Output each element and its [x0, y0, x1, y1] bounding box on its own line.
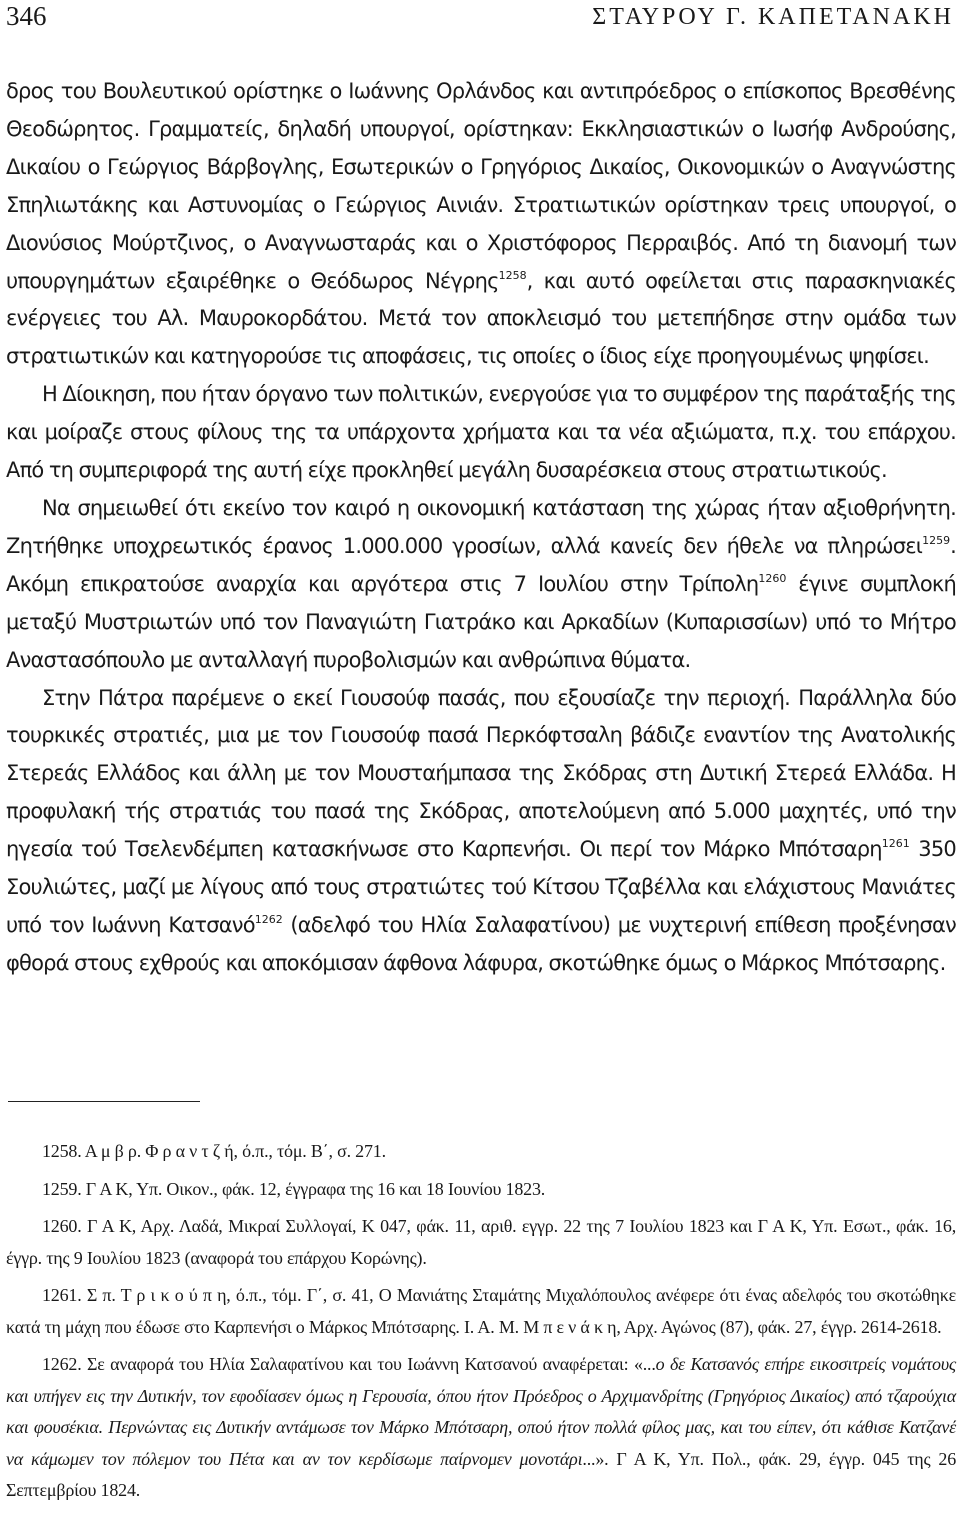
main-text: [6, 73, 956, 983]
footnote-1262: [6, 1349, 956, 1507]
footnote-1259: 1259. Γ Α Κ, Υπ. Οικον., φάκ. 12, έγγραφα της 16 και 18 Ιουνίου 1823.: [42, 1178, 546, 1199]
paragraph-1-tail: , και αυτό οφείλεται στις παρασκηνιακές ενέργειες του Αλ. Μαυροκορδάτου. Μετά τον αποκλεισμό του μετεπήδησε στην ομάδα των στρατιωτικών και κατηγορούσε τις αποφάσεις, τις οποίες ο ίδιος είχε προηγουμένως ψηφίσει.: [6, 268, 956, 369]
footnote-ref-1262: 1262: [254, 912, 283, 926]
footnote-ref-1260: 1260: [758, 571, 787, 585]
page-number: 346: [6, 1, 47, 31]
footnote-divider: [8, 1101, 200, 1102]
footnote-ref-1258: 1258: [498, 268, 527, 282]
paragraph-3: [6, 490, 956, 680]
page-header: [6, 0, 954, 40]
footnote-1258: 1258. Α μ β ρ. Φ ρ α ν τ ζ ή, ό.π., τόμ. Β΄, σ. 271.: [42, 1141, 386, 1161]
footnote-1262-lead: 1262. Σε αναφορά του Ηλία Σαλαφατίνου και του Ιωάννη Κατσανού αναφέρεται: «...: [42, 1354, 656, 1374]
footnote-ref-1261: 1261: [881, 837, 910, 851]
footnotes: [6, 1136, 956, 1513]
paragraph-3-text-a: Να σημειωθεί ότι εκείνο τον καιρό η οικονομική κατάσταση της χώρας ήταν αξιοθρήνητη. Ζητήθηκε υποχρεωτικός έρανος 1.000.000 γροσίων, αλλά κανείς δεν ήθελε να πληρώσει: [6, 495, 956, 558]
footnote-1262-quote: ο δε Κατσανός επήρε εικοσιτρείς νομάτους και υπήγεν εις την Δυτικήν, τον εφοδίασεν όμως η Γερουσία, όπου ήτον Πρόεδρος ο Αρχιμανδρίτης (Γρηγόριος Δικαίος) από τζαρούχια και φουσέκια. Περνώντας εις Δυτικήν αντάμωσε τον Μάρκο Μπότσαρη, οπού ήτον πολλά φίλος μας, και του είπεν, ότι κάθισε Κατζανέ να κάμωμεν τον πόλεμον του Πέτα και αν τον κερδίσωμε παίρνομεν μονοτάρι: [6, 1354, 956, 1469]
footnote-1262-tail: ...». Γ Α Κ, Υπ. Πολ., φάκ. 29, έγγρ. 045 της 26 Σεπτεμβρίου 1824.: [6, 1448, 956, 1500]
footnote-1261: 1261. Σ π. Τ ρ ι κ ο ύ π η, ό.π., τόμ. Γ΄, σ. 41, Ο Μανιάτης Σταμάτης Μιχαλόπουλος ανέφερε ότι ένας αδελφός του σκοτώθηκε κατά τη μάχη που έδωσε στο Καρπενήσι ο Μάρκος Μπότσαρης. Ι. Α. Μ. Μ π ε ν ά κ η, Αρχ. Αγώνος (87), φάκ. 27, έγγρ. 2614-2618.: [6, 1285, 956, 1337]
footnote-ref-1259: 1259: [922, 533, 951, 547]
paragraph-2: Η Δίοικηση, που ήταν όργανο των πολιτικών, ενεργούσε για το συμφέρον της παράταξής της και μοίραζε στους φίλους της τα υπάρχοντα χρήματα και τα νέα αξιώματα, π.χ. του επάρχου. Από τη συμπεριφορά της αυτή είχε προκληθεί μεγάλη δυσαρέσκεια στους στρατιωτικούς.: [6, 382, 956, 483]
paragraph-4-text-b: 350 Σουλιώτες, μαζί με λίγους από τους στρατιώτες τού Κίτσου Τζαβέλλα και ελάχιστους Μανιάτες υπό τον Ιωάννη Κατσανό: [6, 837, 956, 937]
paragraph-3-text-c: έγινε συμπλοκή μεταξύ Μυστριωτών υπό τον Παναγιώτη Γιατράκο και Αρκαδίων (Κυπαρισσίων) υπό το Μήτρο Αναστασόπουλο με ανταλλαγή πυροβολισμών και ανθρώπινα θύματα.: [6, 571, 956, 672]
paragraph-4-text-c: (αδελφό του Ηλία Σαλαφατίνου) με νυχτερινή επίθεση προξένησαν φθορά στους εχθρούς και αποκόμισαν άφθονα λάφυρα, σκοτώθηκε όμως ο Μάρκος Μπότσαρης.: [6, 912, 956, 975]
footnote-1260: 1260. Γ Α Κ, Αρχ. Λαδά, Μικραί Συλλογαί, Κ 047, φάκ. 11, αριθ. εγγρ. 22 της 7 Ιουλίου 1823 και Γ Α Κ, Υπ. Εσωτ., φάκ. 16, έγγρ. της 9 Ιουλίου 1823 (αναφορά του επάρχου Κορώνης).: [6, 1216, 956, 1268]
paragraph-1: [6, 73, 956, 376]
paragraph-1-text: δρος του Βουλευτικού ορίστηκε ο Ιωάννης Ορλάνδος και αντιπρόεδρος ο επίσκοπος Βρεσθένης Θεοδώρητος. Γραμματείς, δηλαδή υπουργοί, ορίστηκαν: Εκκλησιαστικών ο Ιωσήφ Ανδρούσης, Δικαίου ο Γεώργιος Βάρβογλης, Εσωτερικών ο Γρηγόριος Δικαίος, Οικονομικών ο Αναγνώστης Σπηλιωτάκης και Αστυνομίας ο Γεώργιος Αινιάν. Στρατιωτικών ορίστηκαν τρεις υπουργοί, ο Διονύσιος Μούρτζινος, ο Αναγνωσταράς και ο Χριστόφορος Περραιβός. Από τη διανομή των υπουργημάτων εξαιρέθηκε ο Θεόδωρος Νέγρης: [6, 79, 956, 293]
running-head: ΣΤΑΥΡΟΥ Γ. ΚΑΠΕΤΑΝΑΚΗ: [592, 4, 954, 30]
paragraph-4: [6, 680, 956, 983]
paragraph-3-text-b: . Ακόμη επικρατούσε αναρχία και αργότερα στις 7 Ιουλίου στην Τρίπολη: [6, 533, 956, 596]
paragraph-4-text-a: Στην Πάτρα παρέμενε ο εκεί Γιουσούφ πασάς, που εξουσίαζε την περιοχή. Παράλληλα δύο τουρκικές στρατιές, μια με τον Γιουσούφ πασά Περκόφτσαλη βάδιζε εναντίον της Ανατολικής Στερεάς Ελλάδος και άλλη με τον Μουσταήμπασα της Σκόδρας στη Δυτική Στερεά Ελλάδα. Η προφυλακή τής στρατιάς του πασά της Σκόδρας, αποτελούμενη από 5.000 μαχητές, υπό την ηγεσία τού Τσελενδέμπεη κατασκήνωσε στο Καρπενήσι. Οι περί τον Μάρκο Μπότσαρη: [6, 685, 956, 862]
